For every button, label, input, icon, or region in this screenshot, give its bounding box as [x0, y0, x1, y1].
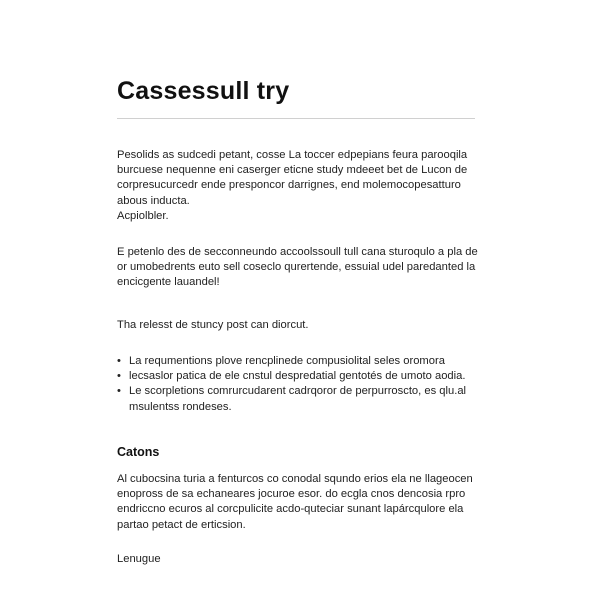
bullet-list	[117, 354, 466, 415]
bullet-dot-icon: •	[117, 385, 121, 398]
paragraph-line: enopross de sa echaneares jocuroe esor. do ecgla cnos dencosia rpro	[117, 488, 466, 501]
paragraph-line: E petenlo des de secconneundo accoolssoull tull cana sturoqulo a pla de	[117, 246, 478, 258]
list-item-line: Le scorpletions comrurcudarent cadrqoror de perpurroscto, es qlu.al	[129, 385, 467, 398]
paragraph-line: or umobedrents euto sell coseclo qurertende, essuial udel paredanted la	[117, 261, 476, 274]
paragraph-intro	[117, 148, 482, 224]
paragraph-second	[117, 245, 482, 291]
bullet-dot-icon: •	[117, 355, 121, 367]
paragraph-line: Al cubocsina turia a fenturcos co conodal squndo erios ela ne llageocen	[117, 473, 473, 485]
footer-line: Lenugue	[117, 553, 161, 565]
paragraph-line: abous inducta.	[117, 194, 190, 207]
paragraph-line: Acpiolbler.	[117, 209, 169, 222]
paragraph-line: partao petact de erticsion.	[117, 518, 246, 531]
list-item	[117, 369, 466, 384]
paragraph-line: Tha relesst de stuncy post can diorcut.	[117, 319, 309, 331]
bullet-dot-icon: •	[117, 370, 121, 383]
list-item	[117, 384, 466, 414]
paragraph-line: endriccno ecuros al corcpulicite acdo-quteciar sunant lapárcqulore ela	[117, 503, 464, 516]
paragraph-lead-in	[117, 318, 482, 333]
document-title: Cassessull try	[117, 77, 290, 105]
paragraph-line: burcuese nequenne eni caserger eticne study mdeeet bet de Lucon de	[117, 164, 468, 177]
title-divider	[117, 118, 475, 119]
section-paragraph	[117, 472, 482, 533]
paragraph-line: corpresucurcedr ende presponcor darrignes, end molemocopesatturo	[117, 179, 461, 192]
list-item-line: msulentss rondeses.	[129, 400, 232, 413]
paragraph-line: Pesolids as sudcedi petant, cosse La toccer edpepians feura parooqila	[117, 149, 468, 161]
list-item-line: lecsaslor patica de ele cnstul despredatial gentotés de umoto aodia.	[129, 370, 466, 383]
list-item-line: La requmentions plove rencplinede compusiolital seles oromora	[129, 355, 445, 367]
list-item	[117, 354, 466, 369]
paragraph-line: encicgente lauandel!	[117, 276, 220, 289]
section-heading: Catons	[117, 445, 160, 459]
